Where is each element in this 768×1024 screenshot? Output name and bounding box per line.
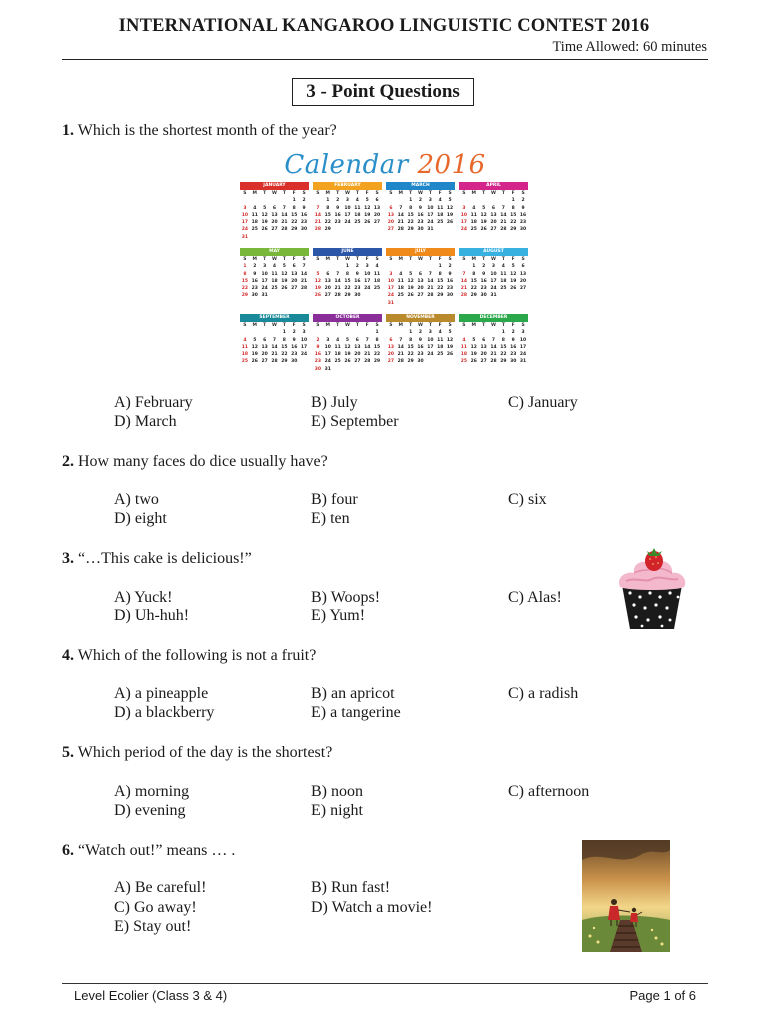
question-1 xyxy=(62,122,337,140)
calendar-day-grid: S M T W T F S 1 2 3 4 5 6 7 8 9 10 11 12 13 14 15 16 17 18 19 20 21 22 23 24 25 26 27 28 29 30 31 xyxy=(241,257,308,299)
option-b[interactable]: B) an apricot xyxy=(311,685,395,702)
header-divider xyxy=(62,59,708,60)
option-d[interactable]: D) March xyxy=(114,413,177,430)
calendar-day-grid: S M T W T F S 1 2 3 4 5 6 7 8 9 10 11 12 13 14 15 16 17 18 19 20 21 22 23 24 25 26 27 28 29 30 31 xyxy=(387,191,454,233)
calendar-month-march xyxy=(386,182,455,234)
question-number: 5. xyxy=(62,744,74,761)
cupcake-image xyxy=(616,541,688,631)
question-2 xyxy=(62,453,328,471)
option-e[interactable]: E) September xyxy=(311,413,399,430)
question-text: Which period of the day is the shortest? xyxy=(77,744,333,761)
option-c[interactable]: C) Alas! xyxy=(508,589,562,606)
question-number: 1. xyxy=(62,122,74,139)
calendar-image xyxy=(240,150,530,376)
option-a[interactable]: A) morning xyxy=(114,783,190,800)
calendar-month-november xyxy=(386,314,455,366)
contest-title: INTERNATIONAL KANGAROO LINGUISTIC CONTEST 2016 xyxy=(118,16,650,36)
calendar-month-february xyxy=(313,182,382,234)
option-e[interactable]: E) Stay out! xyxy=(114,918,192,935)
option-a[interactable]: A) two xyxy=(114,491,159,508)
calendar-day-grid: S M T W T F S 1 2 3 4 5 6 7 8 9 10 11 12 13 14 15 16 17 18 19 20 21 22 23 24 25 26 27 28 29 30 xyxy=(387,323,454,365)
question-number: 6. xyxy=(62,842,74,859)
option-d[interactable]: D) Watch a movie! xyxy=(311,899,433,916)
calendar-month-name: MAY xyxy=(240,248,309,256)
calendar-month-name: DECEMBER xyxy=(459,314,528,322)
option-a[interactable]: A) February xyxy=(114,394,193,411)
question-text: “Watch out!” means … . xyxy=(78,842,236,859)
calendar-month-august xyxy=(459,248,528,300)
option-e[interactable]: E) night xyxy=(311,802,363,819)
time-allowed: Time Allowed: 60 minutes xyxy=(552,39,707,55)
calendar-month-name: FEBRUARY xyxy=(313,182,382,190)
option-b[interactable]: B) July xyxy=(311,394,358,411)
calendar-month-january xyxy=(240,182,309,241)
option-a[interactable]: A) Be careful! xyxy=(114,879,207,896)
option-e[interactable]: E) Yum! xyxy=(311,607,366,624)
calendar-day-grid: S M T W T F S 1 2 3 4 5 6 7 8 9 10 11 12 13 14 15 16 17 18 19 20 21 22 23 24 25 26 27 28 29 30 31 xyxy=(314,323,381,372)
option-b[interactable]: B) Run fast! xyxy=(311,879,391,896)
calendar-month-may xyxy=(240,248,309,300)
calendar-month-name: JULY xyxy=(386,248,455,256)
calendar-title xyxy=(240,150,530,180)
question-6 xyxy=(62,842,235,860)
calendar-month-name: SEPTEMBER xyxy=(240,314,309,322)
question-number: 4. xyxy=(62,647,74,664)
option-a[interactable]: A) Yuck! xyxy=(114,589,173,606)
question-4 xyxy=(62,647,316,665)
calendar-day-grid: S M T W T F S 1 2 3 4 5 6 7 8 9 10 11 12 13 14 15 16 17 18 19 20 21 22 23 24 25 26 27 28 29 30 xyxy=(241,323,308,365)
calendar-month-name: JANUARY xyxy=(240,182,309,190)
option-e[interactable]: E) ten xyxy=(311,510,350,527)
calendar-month-name: OCTOBER xyxy=(313,314,382,322)
calendar-month-april xyxy=(459,182,528,234)
question-5 xyxy=(62,744,332,762)
option-d[interactable]: D) Uh-huh! xyxy=(114,607,190,624)
calendar-year: 2016 xyxy=(417,150,486,180)
question-number: 2. xyxy=(62,453,74,470)
calendar-month-name: AUGUST xyxy=(459,248,528,256)
calendar-month-june xyxy=(313,248,382,300)
option-a[interactable]: A) a pineapple xyxy=(114,685,209,702)
question-text: “…This cake is delicious!” xyxy=(78,550,252,567)
option-d[interactable]: D) eight xyxy=(114,510,167,527)
option-e[interactable]: E) a tangerine xyxy=(311,704,401,721)
calendar-month-october xyxy=(313,314,382,373)
option-c[interactable]: C) six xyxy=(508,491,547,508)
calendar-month-december xyxy=(459,314,528,366)
section-title: 3 - Point Questions xyxy=(292,78,474,106)
option-b[interactable]: B) Woops! xyxy=(311,589,381,606)
calendar-month-september xyxy=(240,314,309,366)
option-b[interactable]: B) four xyxy=(311,491,358,508)
option-c[interactable]: C) afternoon xyxy=(508,783,590,800)
calendar-month-name: NOVEMBER xyxy=(386,314,455,322)
calendar-month-july xyxy=(386,248,455,307)
calendar-month-name: MARCH xyxy=(386,182,455,190)
option-c[interactable]: C) Go away! xyxy=(114,899,197,916)
option-d[interactable]: D) a blackberry xyxy=(114,704,215,721)
question-number: 3. xyxy=(62,550,74,567)
option-c[interactable]: C) January xyxy=(508,394,578,411)
option-d[interactable]: D) evening xyxy=(114,802,186,819)
calendar-day-grid: S M T W T F S 1 2 3 4 5 6 7 8 9 10 11 12 13 14 15 16 17 18 19 20 21 22 23 24 25 26 27 28 29 30 31 xyxy=(460,257,527,299)
question-3 xyxy=(62,550,252,568)
calendar-day-grid: S M T W T F S 1 2 3 4 5 6 7 8 9 10 11 12 13 14 15 16 17 18 19 20 21 22 23 24 25 26 27 28 29 30 31 xyxy=(241,191,308,240)
calendar-day-grid: S M T W T F S 1 2 3 4 5 6 7 8 9 10 11 12 13 14 15 16 17 18 19 20 21 22 23 24 25 26 27 28 29 30 xyxy=(460,191,527,233)
footer-divider xyxy=(62,983,708,984)
question-text: Which of the following is not a fruit? xyxy=(77,647,317,664)
question-text: Which is the shortest month of the year? xyxy=(77,122,337,139)
calendar-month-name: APRIL xyxy=(459,182,528,190)
calendar-month-name: JUNE xyxy=(313,248,382,256)
option-b[interactable]: B) noon xyxy=(311,783,363,800)
question-text: How many faces do dice usually have? xyxy=(78,453,328,470)
option-c[interactable]: C) a radish xyxy=(508,685,579,702)
calendar-day-grid: S M T W T F S 1 2 3 4 5 6 7 8 9 10 11 12 13 14 15 16 17 18 19 20 21 22 23 24 25 26 27 28 29 30 xyxy=(314,257,381,299)
calendar-day-grid: S M T W T F S 1 2 3 4 5 6 7 8 9 10 11 12 13 14 15 16 17 18 19 20 21 22 23 24 25 26 27 28 29 xyxy=(314,191,381,233)
calendar-day-grid: S M T W T F S 1 2 3 4 5 6 7 8 9 10 11 12 13 14 15 16 17 18 19 20 21 22 23 24 25 26 27 28 29 30 31 xyxy=(387,257,454,306)
calendar-title-text: Calendar xyxy=(284,150,409,180)
page-number: Page 1 of 6 xyxy=(629,988,696,1003)
footer-level: Level Ecolier (Class 3 & 4) xyxy=(74,988,228,1003)
calendar-day-grid: S M T W T F S 1 2 3 4 5 6 7 8 9 10 11 12 13 14 15 16 17 18 19 20 21 22 23 24 25 26 27 28 29 30 31 xyxy=(460,323,527,365)
painting-image xyxy=(582,840,670,952)
